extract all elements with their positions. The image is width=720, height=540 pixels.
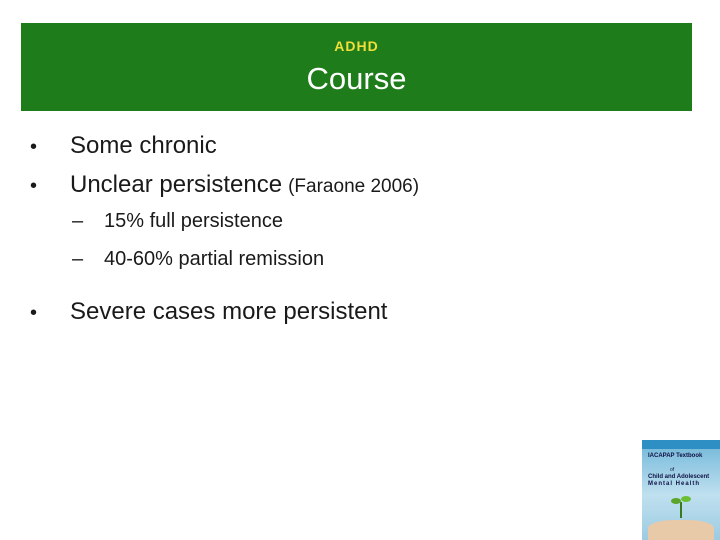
- bullet-icon: •: [30, 302, 38, 324]
- slide-title: Course: [306, 61, 407, 96]
- dash-icon: –: [72, 210, 84, 232]
- bullet-text: Unclear persistence: [70, 171, 283, 198]
- slide-kicker: ADHD: [334, 38, 379, 54]
- sub-bullet-text: 15% full persistence: [104, 210, 283, 232]
- bullet-list: [30, 132, 700, 337]
- book-line: IACAPAP Textbook: [648, 453, 703, 459]
- sub-bullet-item: [72, 248, 700, 286]
- hand-image: [648, 520, 714, 540]
- bullet-text: Severe cases more persistent: [70, 298, 388, 325]
- bullet-icon: •: [30, 136, 38, 158]
- bullet-item: [30, 171, 700, 210]
- book-line: Child and Adolescent: [648, 474, 710, 480]
- dash-icon: –: [72, 248, 84, 270]
- sub-bullet-text: 40-60% partial remission: [104, 248, 325, 270]
- bullet-item: [30, 132, 700, 171]
- title-banner: [21, 23, 692, 111]
- book-line: of: [670, 467, 675, 473]
- bullet-text: Some chronic: [70, 132, 217, 159]
- book-line: Mental Health: [648, 481, 701, 487]
- book-cover-image: [642, 440, 720, 540]
- bullet-icon: •: [30, 175, 38, 197]
- sub-bullet-item: [72, 210, 700, 248]
- seedling-icon: [670, 492, 692, 518]
- bullet-citation: (Faraone 2006): [288, 176, 420, 197]
- bullet-item: [30, 298, 700, 337]
